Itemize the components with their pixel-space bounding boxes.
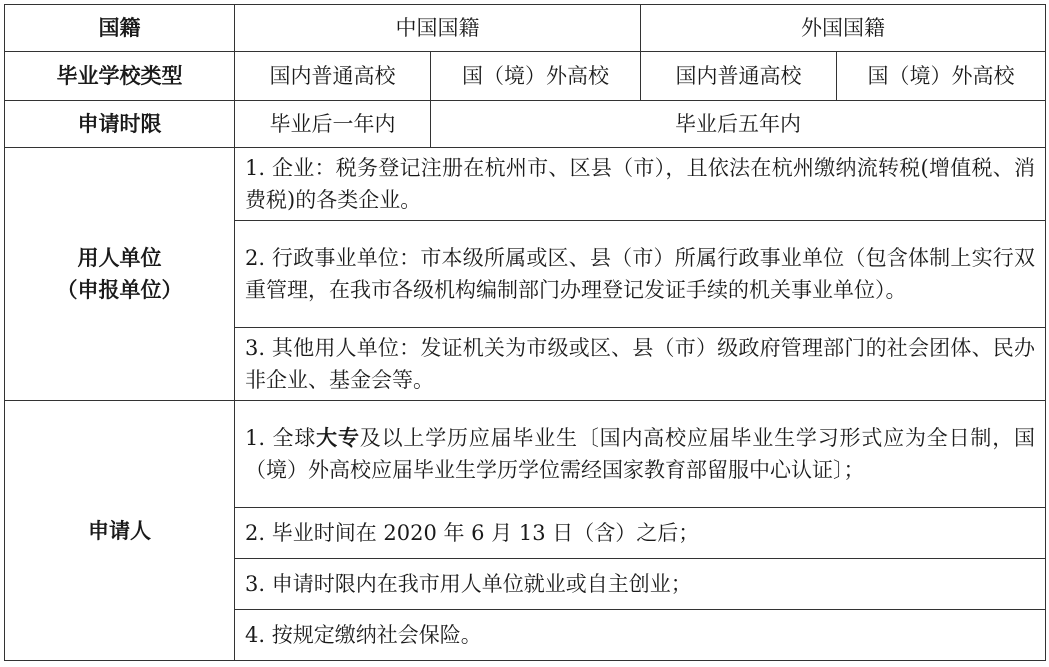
row-school-type bbox=[5, 52, 1046, 101]
header-applicant: 申请人 bbox=[5, 401, 235, 661]
header-nationality: 国籍 bbox=[5, 5, 235, 52]
row-employer-1 bbox=[5, 148, 1046, 221]
applicant-item1-bold: 大专 bbox=[316, 425, 360, 450]
applicant-item-social-insurance: 4. 按规定缴纳社会保险。 bbox=[235, 610, 1046, 661]
school-type-foreign-overseas: 国（境）外高校 bbox=[837, 52, 1046, 101]
header-school-type: 毕业学校类型 bbox=[5, 52, 235, 101]
row-nationality bbox=[5, 5, 1046, 52]
row-applicant-1 bbox=[5, 401, 1046, 508]
policy-table bbox=[4, 4, 1046, 661]
header-employer-line2: （申报单位） bbox=[56, 278, 183, 302]
employer-item-other: 3. 其他用人单位：发证机关为市级或区、县（市）级政府管理部门的社会团体、民办非企业、基金会等。 bbox=[235, 328, 1046, 401]
nationality-foreign: 外国国籍 bbox=[641, 5, 1046, 52]
header-time-limit: 申请时限 bbox=[5, 101, 235, 148]
applicant-item1-suffix: 及以上学历应届毕业生〔国内高校应届毕业生学习形式应为全日制，国（境）外高校应届毕业生学历学位需经国家教育部留服中心认证〕； bbox=[245, 426, 1036, 482]
applicant-item-education bbox=[235, 401, 1046, 508]
time-limit-one-year: 毕业后一年内 bbox=[235, 101, 431, 148]
applicant-item-employment: 3. 申请时限内在我市用人单位就业或自主创业； bbox=[235, 559, 1046, 610]
employer-item-enterprise: 1. 企业：税务登记注册在杭州市、区县（市），且依法在杭州缴纳流转税(增值税、消费税)的各类企业。 bbox=[235, 148, 1046, 221]
applicant-item1-prefix: 1. 全球 bbox=[245, 426, 317, 450]
nationality-chinese: 中国国籍 bbox=[235, 5, 641, 52]
applicant-item-graduation-date: 2. 毕业时间在 2020 年 6 月 13 日（含）之后； bbox=[235, 508, 1046, 559]
policy-table-container bbox=[4, 4, 1046, 661]
row-time-limit bbox=[5, 101, 1046, 148]
school-type-foreign-domestic: 国内普通高校 bbox=[641, 52, 837, 101]
header-employer-line1: 用人单位 bbox=[77, 246, 162, 270]
header-employer bbox=[5, 148, 235, 401]
school-type-cn-overseas: 国（境）外高校 bbox=[431, 52, 641, 101]
school-type-cn-domestic: 国内普通高校 bbox=[235, 52, 431, 101]
time-limit-five-years: 毕业后五年内 bbox=[431, 101, 1046, 148]
employer-item-public-institution: 2. 行政事业单位：市本级所属或区、县（市）所属行政事业单位（包含体制上实行双重管理，在我市各级机构编制部门办理登记发证手续的机关事业单位）。 bbox=[235, 221, 1046, 328]
